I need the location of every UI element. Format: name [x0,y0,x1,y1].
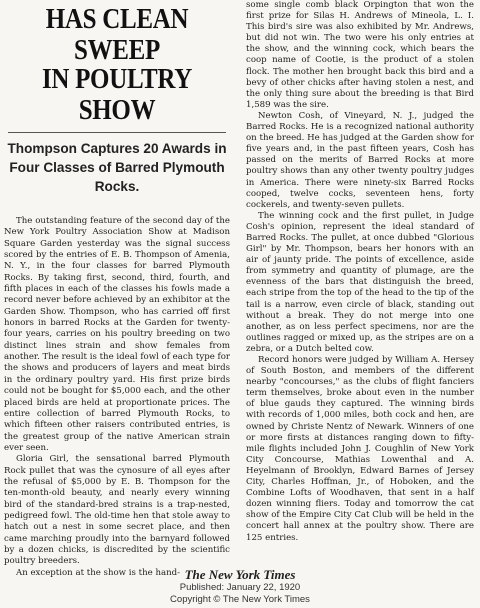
headline-divider [8,132,226,133]
paragraph: Record honors were judged by William A. Hersey of South Boston, and members of the different nearby "concourses," as the clubs of flight fanciers term themselves, broke about even in the number of blue gauds they captured. The winning birds with records of 1,000 miles, both cock and hen, are owned by Christe Nentz of Newark. Winners of one or more firsts at distances ranging down to fifty-mile flights included John J. Coughlin of New York City Concourse, Mathias Lowenthal and A. Heyelmann of Brooklyn, Edward Barnes of Jersey City, Charles Hoffman, Jr., of Hoboken, and the Combine Lofts of Woodhaven, that sent in a half dozen winning fliers. Today and tomorrow the cat show of the Empire City Cat Club will be held in the concert hall annex at the poultry show. There are 125 entries. [246,355,474,543]
paragraph: Gloria Girl, the sensational barred Plymouth Rock pullet that was the cynosure of all eyes after the refusal of $5,000 by E. B. Thompson for the ten-month-old beauty, and nearly every winning bird of the standard-bred strains is a trap-nested, pedigreed fowl. The old-time hen that stole away to hatch out a nest in some secret place, and then came marching proudly into the barnyard followed by a dozen chicks, is discredited by the scientific poultry breeders. [4,454,230,567]
left-column-body [4,216,230,579]
left-column [4,2,230,579]
masthead-logo: The New York Times [184,567,296,582]
copyright-notice: Copyright © The New York Times [170,594,310,605]
headline-line-1: HAS CLEAN SWEEP [45,4,189,67]
paragraph: The winning cock and the first pullet, in Judge Cosh's opinion, represent the ideal standard of Barred Rocks. The pullet, at once dubbed "Glorious Girl" by Mr. Thompson, bears her honors with an air of jaunty pride. The points of excellence, aside from symmetry and quantity of plumage, are the evenness of the bars that distinguish the breed, each stripe from the top of the head to the tip of the tail is a narrow, even circle of black, standing out without a break. They do not merge into one another, as on less perfect specimens, nor are the outlines ragged or mixed up, as the stripes are on a zebra, or a Dutch belted cow. [246,210,474,354]
paragraph: An exception at the show is the hand- [16,567,181,578]
right-column [246,0,474,544]
paragraph: The outstanding feature of the second day of the New York Poultry Association Show at Madison Square Garden yesterday was the signal success scored by the entries of E. B. Thompson of Amenia, N. Y., in the four classes for barred Plymouth Rocks. By taking first, second, third, fourth, and fifth places in each of the classes his fowls made a record never before achieved by an exhibitor at the Garden Show. Thompson, who has carried off first honors in barred Rocks at the Garden for twenty-four years, carries on his poultry breeding on two distinct lines strain and show females from another. The result is the ideal fowl of each type for the shows and producers of layers and meat birds in the ordinary poultry yard. His first prize birds could not be bought for $5,000 each, and the other placed birds are held at proportionate prices. The entire collection of barred Plymouth Rocks, to which fifteen other raisers contributed entries, is the greatest group of the native American strain ever seen. [4,216,230,453]
deck-headline: Thompson Captures 20 Awards in Four Classes of Barred Plymouth Rocks. [7,141,227,194]
publication-date: Published: January 22, 1920 [179,582,301,593]
paragraph: some single comb black Orpington that won the first prize for Silas H. Andrews of Mineola, L. I. This bird's sire was also exhibited by Mr. Andrews, but did not win. The two were his only entries at the show, and the winning cock, which bears the coop name of Cootie, is the product of a stolen flock. The mother hen brought back this bird and a bevy of other chicks after having stolen a nest, and the only thing sure about the breeding is that Bird 1,589 was the sire. [246,0,474,110]
right-column-body [246,0,474,544]
paragraph: Newton Cosh, of Vineyard, N. J., judged the Barred Rocks. He is a recognized national authority on the breed. He has judged at the Garden show for five years and, in the past fifteen years, Cosh has passed on the merits of Barred Rocks at more poultry shows than any other twenty poultry judges in America. There were ninety-six Barred Rocks cooped, twelve cocks, seventeen hens, forty cockerels, and twenty-seven pullets. [246,110,474,210]
headline-line-2: IN POULTRY SHOW [41,64,193,127]
clipping-footer [0,568,480,606]
